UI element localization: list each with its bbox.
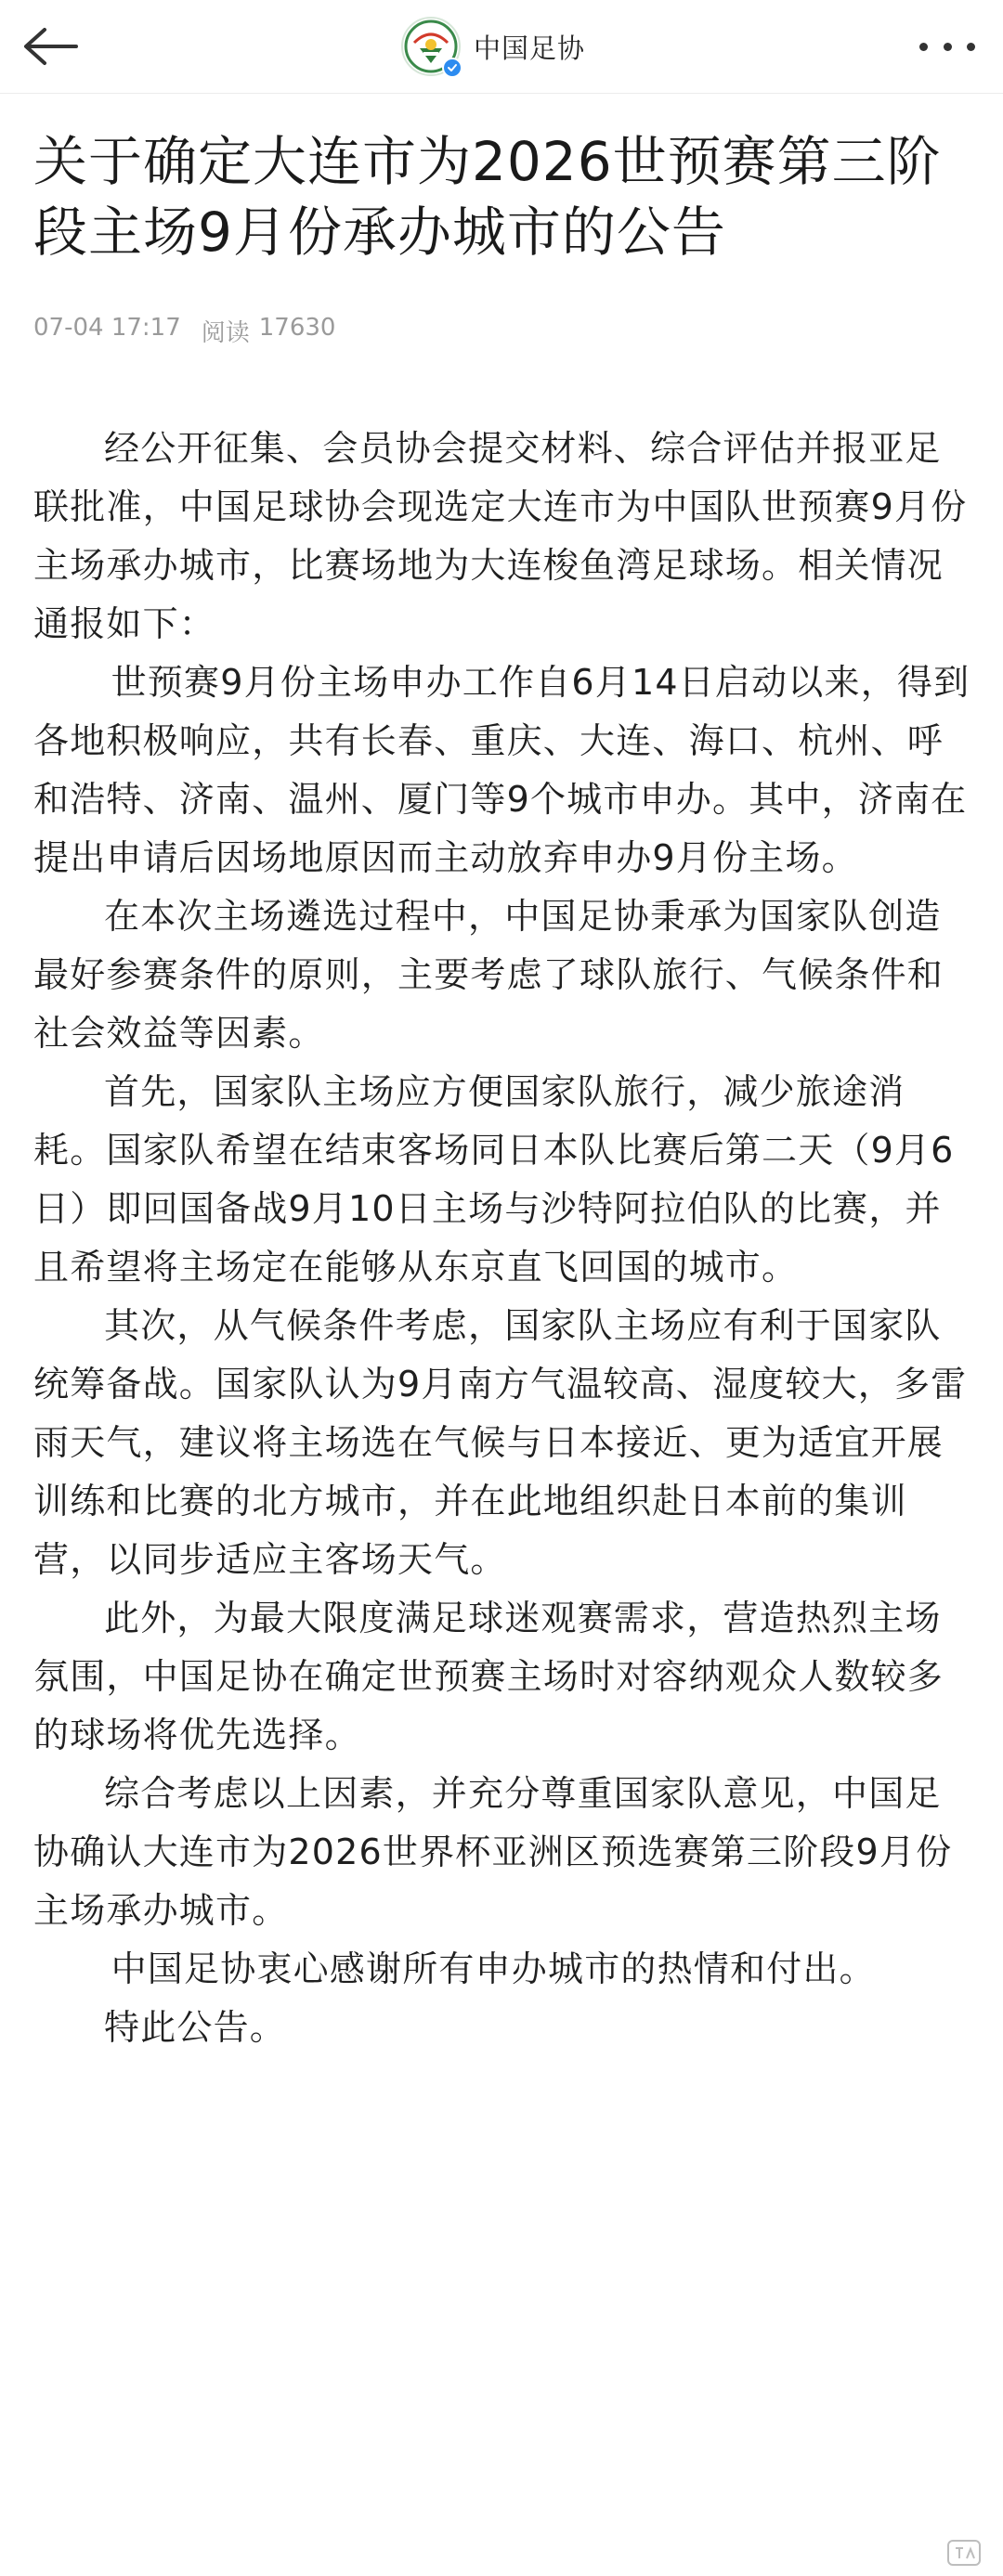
back-arrow-icon xyxy=(20,26,80,67)
more-dot-icon xyxy=(967,43,975,51)
account-header[interactable] xyxy=(401,17,585,76)
article-body xyxy=(33,420,971,2057)
paragraph-climate: 其次，从气候条件考虑，国家队主场应有利于国家队统筹备战。国家队认为9月南方气温较高、湿度较大，多雷雨天气，建议将主场选在气候与日本接近、更为适宜开展训练和比赛的北方城市，并在此地组织赴日本前的集训营，以同步适应主客场天气。 xyxy=(33,1305,968,1580)
paragraph-closing: 特此公告。 xyxy=(104,2007,287,2048)
paragraph-fans: 此外，为最大限度满足球迷观赛需求，营造热烈主场氛围，中国足协在确定世预赛主场时对容纳观众人数较多的球场将优先选择。 xyxy=(33,1598,944,1755)
paragraph-conclusion: 综合考虑以上因素，并充分尊重国家队意见，中国足协确认大连市为2026世界杯亚洲区预选赛第三阶段9月份主场承办城市。 xyxy=(33,1773,953,1931)
paragraph-bidding: 世预赛9月份主场申办工作自6月14日启动以来，得到各地积极响应，共有长春、重庆、大连、海口、杭州、呼和浩特、济南、温州、厦门等9个城市申办。其中，济南在提出申请后因场地原因而主动放弃申办9月份主场。 xyxy=(33,662,970,878)
top-bar xyxy=(0,0,1003,93)
article-title: 关于确定大连市为2026世预赛第三阶段主场9月份承办城市的公告 xyxy=(33,130,942,264)
reads-label: 阅读 xyxy=(201,319,250,347)
paragraph-thanks: 中国足协衷心感谢所有申办城市的热情和付出。 xyxy=(111,1948,876,1989)
publish-date: 07-04 17:17 xyxy=(33,314,181,342)
translate-icon xyxy=(947,2540,981,2566)
paragraph-travel: 首先，国家队主场应方便国家队旅行，减少旅途消耗。国家队希望在结束客场同日本队比赛后第二天（9月6日）即回国备战9月10日主场与沙特阿拉伯队的比赛，并且希望将主场定在能够从东京直飞回国的城市。 xyxy=(33,1071,955,1288)
back-button[interactable] xyxy=(17,13,84,80)
paragraph-intro: 经公开征集、会员协会提交材料、综合评估并报亚足联批准，中国足球协会现选定大连市为中国队世预赛9月份主场承办城市，比赛场地为大连梭鱼湾足球场。相关情况通报如下： xyxy=(33,428,968,644)
header-divider xyxy=(0,93,1003,94)
reads-count: 17630 xyxy=(258,314,336,342)
account-name[interactable]: 中国足协 xyxy=(474,32,586,64)
paragraph-selection: 在本次主场遴选过程中，中国足协秉承为国家队创造最好参赛条件的原则，主要考虑了球队旅行、气候条件和社会效益等因素。 xyxy=(33,896,944,1054)
avatar[interactable] xyxy=(401,17,461,76)
more-dot-icon xyxy=(944,43,952,51)
corner-icon xyxy=(947,2540,984,2568)
article-meta xyxy=(33,314,335,348)
more-dot-icon xyxy=(919,43,928,51)
verified-badge-icon xyxy=(442,58,462,78)
more-options-button[interactable] xyxy=(919,28,975,65)
